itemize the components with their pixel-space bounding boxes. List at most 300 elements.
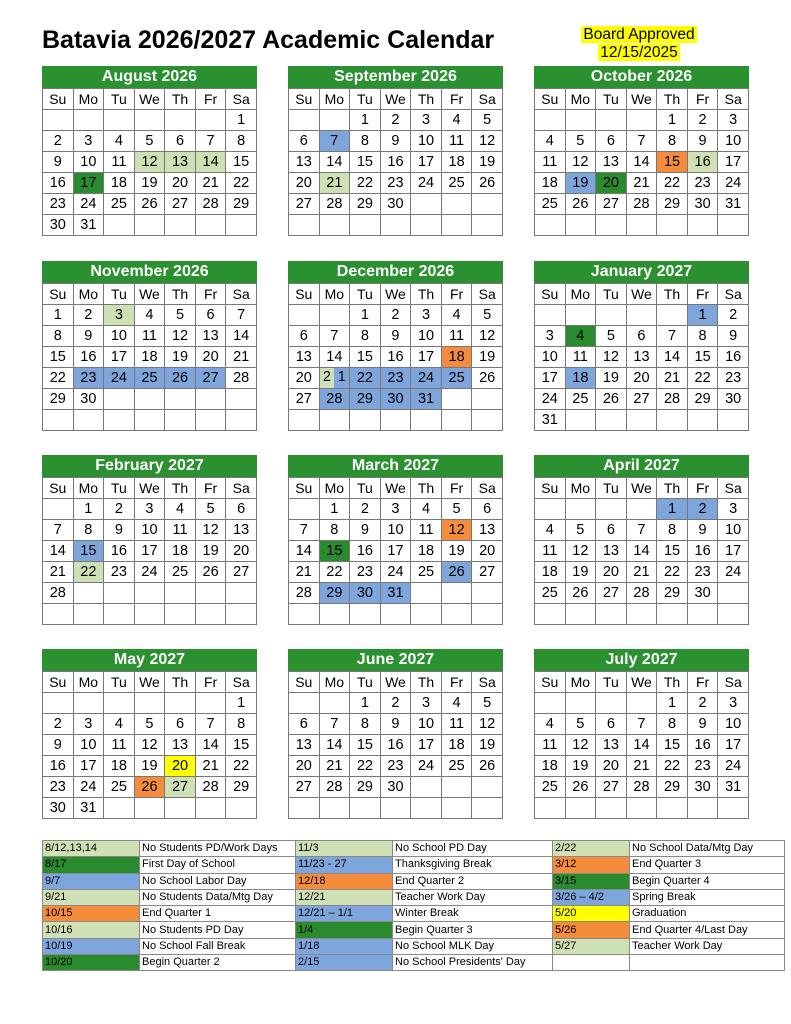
weekday-header: We xyxy=(134,478,165,499)
day-cell: 7 xyxy=(657,326,688,347)
legend-date: 5/26 xyxy=(553,922,630,938)
day-cell: 7 xyxy=(319,714,350,735)
day-cell: 3 xyxy=(718,693,749,714)
day-cell xyxy=(472,604,503,625)
day-cell: 3 xyxy=(73,131,104,152)
legend-row xyxy=(43,906,785,922)
day-cell: 21 xyxy=(319,756,350,777)
day-cell: 5 xyxy=(565,520,596,541)
day-cell xyxy=(535,499,566,520)
day-cell: 3 xyxy=(104,305,135,326)
day-cell xyxy=(226,410,257,431)
legend-description: Teacher Work Day xyxy=(393,889,553,905)
day-cell: 4 xyxy=(441,305,472,326)
day-cell xyxy=(134,410,165,431)
day-cell: 29 xyxy=(43,389,74,410)
day-cell xyxy=(380,798,411,819)
day-cell: 29 xyxy=(350,777,381,798)
weekday-header: Mo xyxy=(73,478,104,499)
day-cell xyxy=(596,798,627,819)
day-cell: 7 xyxy=(626,131,657,152)
legend-row xyxy=(43,889,785,905)
day-cell: 29 xyxy=(657,194,688,215)
weekday-header: Su xyxy=(289,478,320,499)
day-cell xyxy=(626,499,657,520)
legend-description xyxy=(630,955,785,971)
day-cell: 11 xyxy=(441,326,472,347)
weekday-header: Su xyxy=(43,478,74,499)
day-cell: 6 xyxy=(596,520,627,541)
day-cell: 23 xyxy=(380,173,411,194)
month-title: July 2027 xyxy=(534,649,749,671)
day-cell xyxy=(472,798,503,819)
month-calendar xyxy=(42,455,257,625)
day-cell xyxy=(73,583,104,604)
day-cell xyxy=(535,305,566,326)
weekday-header: Fr xyxy=(441,284,472,305)
day-cell: 7 xyxy=(289,520,320,541)
day-cell: 14 xyxy=(319,152,350,173)
legend-date: 8/17 xyxy=(43,857,140,873)
month-calendar xyxy=(288,66,503,236)
day-cell xyxy=(535,215,566,236)
day-cell: 17 xyxy=(411,152,442,173)
day-cell xyxy=(596,604,627,625)
day-cell: 19 xyxy=(565,173,596,194)
day-cell xyxy=(319,110,350,131)
day-cell: 10 xyxy=(411,131,442,152)
day-cell: 24 xyxy=(104,368,135,389)
day-cell: 31 xyxy=(535,410,566,431)
weekday-header: Fr xyxy=(195,672,226,693)
day-cell: 25 xyxy=(441,173,472,194)
day-cell xyxy=(195,798,226,819)
weekday-header: We xyxy=(134,672,165,693)
day-cell xyxy=(350,215,381,236)
day-cell: 23 xyxy=(687,173,718,194)
day-cell: 19 xyxy=(596,368,627,389)
day-cell: 28 xyxy=(657,389,688,410)
day-cell: 5 xyxy=(195,499,226,520)
day-cell: 12 xyxy=(472,714,503,735)
day-cell xyxy=(165,110,196,131)
day-cell xyxy=(565,798,596,819)
day-cell: 2 xyxy=(380,110,411,131)
day-cell: 1 xyxy=(226,693,257,714)
day-cell: 2 1 xyxy=(319,368,350,389)
legend-date: 10/20 xyxy=(43,955,140,971)
day-cell: 13 xyxy=(626,347,657,368)
weekday-header: Su xyxy=(535,478,566,499)
day-cell: 6 xyxy=(596,714,627,735)
day-cell xyxy=(380,215,411,236)
day-cell: 28 xyxy=(319,389,350,410)
day-cell: 21 xyxy=(626,173,657,194)
day-cell: 21 xyxy=(195,756,226,777)
weekday-header: Sa xyxy=(472,284,503,305)
legend-description: End Quarter 4/Last Day xyxy=(630,922,785,938)
day-cell: 21 xyxy=(195,173,226,194)
legend-date: 12/21 – 1/1 xyxy=(296,906,393,922)
day-cell xyxy=(165,693,196,714)
day-cell: 22 xyxy=(657,756,688,777)
day-cell: 21 xyxy=(657,368,688,389)
day-cell: 20 xyxy=(289,756,320,777)
day-cell: 8 xyxy=(657,714,688,735)
weekday-header: Sa xyxy=(718,89,749,110)
day-cell: 2 xyxy=(43,131,74,152)
legend-description: Graduation xyxy=(630,906,785,922)
day-cell: 21 xyxy=(626,756,657,777)
board-approved-label: Board Approved xyxy=(583,26,695,43)
day-cell xyxy=(226,389,257,410)
weekday-header: Su xyxy=(43,672,74,693)
day-cell xyxy=(565,410,596,431)
day-cell: 13 xyxy=(472,520,503,541)
day-cell: 16 xyxy=(687,152,718,173)
day-cell xyxy=(657,604,688,625)
month-title: May 2027 xyxy=(42,649,257,671)
day-cell: 5 xyxy=(472,305,503,326)
day-cell xyxy=(43,410,74,431)
day-cell: 14 xyxy=(226,326,257,347)
day-cell xyxy=(626,604,657,625)
day-cell: 30 xyxy=(380,194,411,215)
day-cell: 4 xyxy=(565,326,596,347)
legend-date: 3/26 – 4/2 xyxy=(553,889,630,905)
day-cell: 25 xyxy=(441,368,472,389)
weekday-header: Mo xyxy=(565,284,596,305)
day-cell: 18 xyxy=(411,541,442,562)
day-cell xyxy=(104,583,135,604)
day-cell: 27 xyxy=(195,368,226,389)
day-cell: 21 xyxy=(289,562,320,583)
day-cell: 28 xyxy=(289,583,320,604)
day-cell xyxy=(43,693,74,714)
day-cell xyxy=(104,604,135,625)
day-cell: 2 xyxy=(687,693,718,714)
legend-date: 12/21 xyxy=(296,889,393,905)
day-cell: 10 xyxy=(104,326,135,347)
day-cell: 29 xyxy=(319,583,350,604)
day-cell: 18 xyxy=(535,173,566,194)
day-cell: 4 xyxy=(104,131,135,152)
day-cell: 8 xyxy=(226,714,257,735)
day-cell: 11 xyxy=(134,326,165,347)
day-cell xyxy=(134,798,165,819)
day-cell: 12 xyxy=(195,520,226,541)
day-cell: 12 xyxy=(565,152,596,173)
weekday-header: Th xyxy=(411,284,442,305)
day-cell xyxy=(104,389,135,410)
month-calendar xyxy=(534,66,749,236)
day-cell: 3 xyxy=(718,499,749,520)
day-cell: 26 xyxy=(472,173,503,194)
day-cell: 6 xyxy=(165,714,196,735)
weekday-header: Sa xyxy=(472,478,503,499)
day-cell xyxy=(195,389,226,410)
day-cell: 4 xyxy=(441,693,472,714)
legend-date: 11/3 xyxy=(296,841,393,857)
day-cell: 24 xyxy=(411,756,442,777)
day-cell xyxy=(380,604,411,625)
weekday-header: Fr xyxy=(195,89,226,110)
weekday-header: Su xyxy=(43,89,74,110)
day-cell xyxy=(289,693,320,714)
day-cell xyxy=(134,693,165,714)
day-cell xyxy=(472,194,503,215)
day-cell: 3 xyxy=(411,305,442,326)
day-cell xyxy=(565,305,596,326)
day-cell xyxy=(626,110,657,131)
day-cell: 31 xyxy=(73,798,104,819)
day-cell: 16 xyxy=(687,735,718,756)
day-cell: 13 xyxy=(165,152,196,173)
day-cell: 8 xyxy=(319,520,350,541)
day-cell: 8 xyxy=(350,326,381,347)
day-cell: 20 xyxy=(596,562,627,583)
day-cell xyxy=(134,604,165,625)
day-cell: 5 xyxy=(472,693,503,714)
day-cell: 31 xyxy=(73,215,104,236)
day-cell: 4 xyxy=(441,110,472,131)
legend-date: 5/27 xyxy=(553,938,630,954)
day-cell: 18 xyxy=(441,152,472,173)
day-cell: 26 xyxy=(195,562,226,583)
weekday-header: Tu xyxy=(596,89,627,110)
day-cell: 24 xyxy=(134,562,165,583)
day-cell xyxy=(195,410,226,431)
weekday-header: We xyxy=(380,89,411,110)
weekday-header: Su xyxy=(289,284,320,305)
month-calendar xyxy=(534,261,749,431)
day-cell: 23 xyxy=(380,756,411,777)
day-cell: 1 xyxy=(350,693,381,714)
day-cell: 26 xyxy=(565,194,596,215)
legend-description: No School MLK Day xyxy=(393,938,553,954)
weekday-header: Tu xyxy=(350,284,381,305)
day-cell xyxy=(441,389,472,410)
day-cell: 24 xyxy=(380,562,411,583)
day-cell: 2 xyxy=(687,499,718,520)
day-cell: 3 xyxy=(380,499,411,520)
weekday-header: Sa xyxy=(718,672,749,693)
day-cell: 27 xyxy=(289,389,320,410)
day-cell xyxy=(626,215,657,236)
day-cell xyxy=(134,583,165,604)
day-cell xyxy=(350,798,381,819)
day-cell: 26 xyxy=(565,583,596,604)
legend-date: 8/12,13,14 xyxy=(43,841,140,857)
day-cell xyxy=(535,110,566,131)
day-cell xyxy=(718,604,749,625)
weekday-header: Sa xyxy=(472,672,503,693)
day-cell: 18 xyxy=(104,173,135,194)
weekday-header: We xyxy=(380,284,411,305)
month-title: December 2026 xyxy=(288,261,503,283)
month-calendar xyxy=(288,455,503,625)
weekday-header: Th xyxy=(411,89,442,110)
day-cell: 7 xyxy=(195,714,226,735)
day-cell xyxy=(165,215,196,236)
weekday-header: We xyxy=(380,672,411,693)
weekday-header: Su xyxy=(535,89,566,110)
day-cell: 19 xyxy=(134,173,165,194)
day-cell xyxy=(289,110,320,131)
day-cell: 17 xyxy=(411,735,442,756)
day-cell xyxy=(350,410,381,431)
weekday-header: We xyxy=(626,89,657,110)
day-cell xyxy=(411,215,442,236)
day-cell: 24 xyxy=(718,756,749,777)
weekday-header: Fr xyxy=(195,284,226,305)
day-cell: 15 xyxy=(657,735,688,756)
day-cell xyxy=(195,110,226,131)
weekday-header: Fr xyxy=(195,478,226,499)
day-cell: 9 xyxy=(73,326,104,347)
day-cell: 12 xyxy=(134,735,165,756)
day-cell xyxy=(596,215,627,236)
day-cell: 29 xyxy=(226,777,257,798)
day-cell: 6 xyxy=(289,714,320,735)
day-cell xyxy=(195,604,226,625)
weekday-header: We xyxy=(380,478,411,499)
day-cell xyxy=(718,215,749,236)
weekday-header: Su xyxy=(535,672,566,693)
day-cell: 12 xyxy=(134,152,165,173)
day-cell: 3 xyxy=(718,110,749,131)
month-title: April 2027 xyxy=(534,455,749,477)
legend-row xyxy=(43,857,785,873)
day-cell xyxy=(565,604,596,625)
day-cell xyxy=(104,798,135,819)
month-title: September 2026 xyxy=(288,66,503,88)
day-cell: 22 xyxy=(657,562,688,583)
day-cell: 22 xyxy=(687,368,718,389)
legend-date: 3/12 xyxy=(553,857,630,873)
day-cell: 13 xyxy=(596,541,627,562)
day-cell: 3 xyxy=(411,693,442,714)
day-cell xyxy=(596,499,627,520)
day-cell: 15 xyxy=(350,735,381,756)
day-cell: 20 xyxy=(289,173,320,194)
legend-description: No School Fall Break xyxy=(140,938,296,954)
day-cell: 19 xyxy=(472,152,503,173)
day-cell: 7 xyxy=(319,326,350,347)
day-cell: 31 xyxy=(411,389,442,410)
day-cell: 11 xyxy=(441,131,472,152)
day-cell: 28 xyxy=(626,194,657,215)
weekday-header: Su xyxy=(535,284,566,305)
day-cell: 2 xyxy=(73,305,104,326)
day-cell: 24 xyxy=(411,368,442,389)
day-cell: 29 xyxy=(657,583,688,604)
day-cell: 5 xyxy=(472,110,503,131)
day-cell: 14 xyxy=(626,735,657,756)
day-cell: 1 xyxy=(687,305,718,326)
day-cell: 14 xyxy=(319,735,350,756)
weekday-header: Mo xyxy=(565,89,596,110)
day-cell: 8 xyxy=(687,326,718,347)
legend-description: Thanksgiving Break xyxy=(393,857,553,873)
day-cell: 1 xyxy=(657,499,688,520)
day-cell xyxy=(626,693,657,714)
legend-row xyxy=(43,955,785,971)
day-cell: 6 xyxy=(472,499,503,520)
month-title: February 2027 xyxy=(42,455,257,477)
page-title: Batavia 2026/2027 Academic Calendar xyxy=(42,26,495,54)
weekday-header: Tu xyxy=(596,672,627,693)
day-cell: 6 xyxy=(226,499,257,520)
day-cell: 5 xyxy=(441,499,472,520)
day-cell xyxy=(411,604,442,625)
day-cell: 4 xyxy=(535,131,566,152)
day-cell: 25 xyxy=(104,194,135,215)
day-cell: 20 xyxy=(165,756,196,777)
day-cell: 9 xyxy=(380,326,411,347)
day-cell: 17 xyxy=(718,541,749,562)
day-cell: 19 xyxy=(565,756,596,777)
day-cell xyxy=(596,110,627,131)
day-cell xyxy=(289,798,320,819)
day-cell: 2 xyxy=(380,693,411,714)
legend xyxy=(42,840,754,971)
day-cell: 19 xyxy=(441,541,472,562)
day-cell: 2 xyxy=(350,499,381,520)
day-cell: 23 xyxy=(43,777,74,798)
board-approved-date: 12/15/2025 xyxy=(600,44,678,61)
day-cell: 16 xyxy=(104,541,135,562)
month-calendar xyxy=(42,66,257,236)
day-cell: 8 xyxy=(226,131,257,152)
weekday-header: Th xyxy=(165,89,196,110)
day-cell xyxy=(195,583,226,604)
day-cell: 26 xyxy=(596,389,627,410)
day-cell: 23 xyxy=(43,194,74,215)
legend-date: 10/15 xyxy=(43,906,140,922)
day-cell: 2 xyxy=(43,714,74,735)
day-cell: 9 xyxy=(43,152,74,173)
day-cell xyxy=(104,110,135,131)
day-cell: 11 xyxy=(411,520,442,541)
day-cell xyxy=(165,389,196,410)
day-cell: 16 xyxy=(718,347,749,368)
day-cell: 30 xyxy=(687,583,718,604)
month-title: June 2027 xyxy=(288,649,503,671)
day-cell: 28 xyxy=(195,194,226,215)
day-cell: 14 xyxy=(626,152,657,173)
weekday-header: Mo xyxy=(73,284,104,305)
day-cell xyxy=(687,604,718,625)
day-cell: 19 xyxy=(165,347,196,368)
day-cell: 12 xyxy=(472,131,503,152)
day-cell: 24 xyxy=(411,173,442,194)
day-cell xyxy=(195,215,226,236)
day-cell: 5 xyxy=(565,714,596,735)
day-cell: 11 xyxy=(165,520,196,541)
day-cell xyxy=(319,305,350,326)
day-cell xyxy=(43,110,74,131)
day-cell: 11 xyxy=(565,347,596,368)
day-cell: 18 xyxy=(134,347,165,368)
day-cell xyxy=(43,499,74,520)
day-cell: 26 xyxy=(441,562,472,583)
day-cell: 17 xyxy=(73,173,104,194)
day-cell: 23 xyxy=(380,368,411,389)
day-cell: 26 xyxy=(565,777,596,798)
weekday-header: Mo xyxy=(73,672,104,693)
day-cell: 5 xyxy=(134,714,165,735)
